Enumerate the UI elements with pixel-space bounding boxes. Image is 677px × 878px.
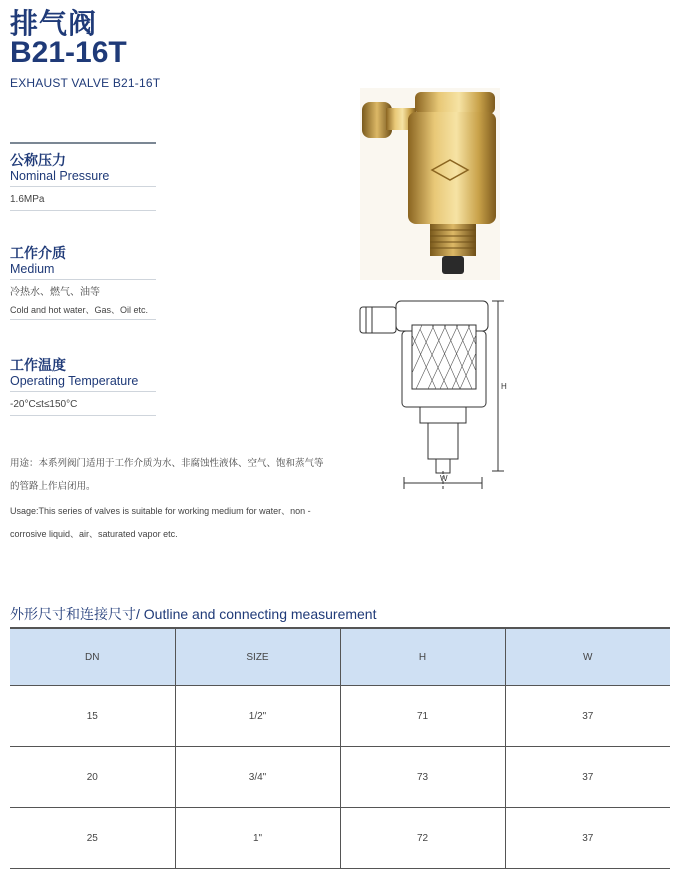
table-header-row [10, 628, 670, 686]
spec-label-en: Nominal Pressure [10, 169, 156, 187]
cell-w: 37 [582, 710, 594, 722]
technical-drawing [352, 295, 512, 495]
header-size: SIZE [175, 628, 340, 686]
cell-w: 37 [582, 832, 594, 844]
table-row [10, 747, 670, 808]
cell-size: 1" [175, 808, 340, 869]
spec-value-en: Cold and hot water、Gas、Oil etc. [10, 305, 149, 315]
product-model: B21-16T [10, 36, 127, 69]
spec-label-cn: 工作介质 [10, 245, 66, 261]
measurement-table [10, 627, 670, 869]
spec-underline [10, 210, 156, 211]
spec-underline [10, 415, 156, 416]
usage-en-line: corrosive liquid、air、saturated vapor etc. [10, 529, 178, 539]
dim-h-label: H [501, 382, 507, 391]
header-w: W [583, 651, 593, 663]
header-h: H [340, 628, 505, 686]
spec-value-cn: 冷热水、燃气、油等 [10, 287, 100, 298]
cell-w: 37 [582, 771, 594, 783]
spec-label-en: Operating Temperature [10, 374, 156, 392]
dim-w-label: W [440, 474, 448, 483]
spec-medium [10, 245, 156, 320]
header-dn: DN [10, 628, 175, 686]
spec-label-en: Medium [10, 262, 156, 280]
spec-label-cn: 工作温度 [10, 357, 66, 373]
product-subtitle-en: EXHAUST VALVE B21-16T [10, 76, 161, 90]
spec-label-cn: 公称压力 [10, 152, 66, 168]
spec-temperature [10, 357, 156, 416]
cell-dn: 20 [10, 747, 175, 808]
usage-en-line: Usage:This series of valves is suitable for working medium for water、non - [10, 506, 311, 516]
cell-h: 71 [340, 686, 505, 747]
spec-nominal-pressure [10, 142, 156, 211]
spec-value: 1.6MPa [10, 194, 45, 205]
usage-cn-line: 的管路上作启闭用。 [10, 481, 96, 492]
cell-dn: 15 [10, 686, 175, 747]
spec-underline [10, 319, 156, 320]
cell-size: 1/2" [175, 686, 340, 747]
table-title: 外形尺寸和连接尺寸/ Outline and connecting measurement [10, 606, 377, 622]
cell-h: 73 [340, 747, 505, 808]
table-row [10, 808, 670, 869]
table-row [10, 686, 670, 747]
usage-en [10, 500, 340, 546]
spec-divider [10, 142, 156, 144]
cell-dn: 25 [10, 808, 175, 869]
product-title-cn: 排气阀 [10, 8, 98, 39]
product-photo [360, 88, 500, 280]
spec-value: -20°C≤t≤150°C [10, 399, 78, 410]
usage-cn [10, 452, 340, 498]
cell-size: 3/4" [175, 747, 340, 808]
cell-h: 72 [340, 808, 505, 869]
usage-cn-line: 用途：本系列阀门适用于工作介质为水、非腐蚀性液体、空气、饱和蒸气等 [10, 458, 324, 469]
